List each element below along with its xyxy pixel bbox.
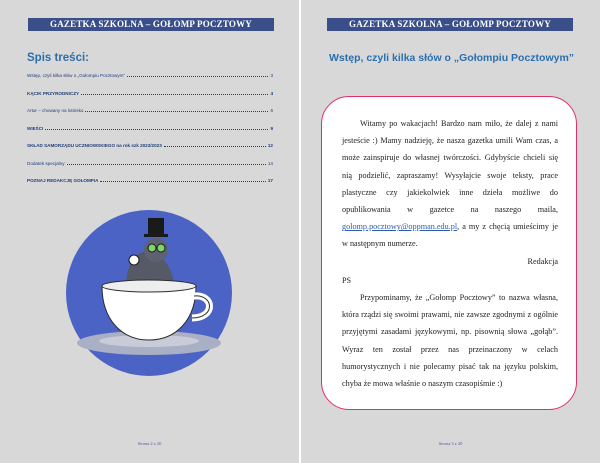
toc-leader-dots <box>67 161 266 165</box>
left-page <box>0 0 299 463</box>
toc-entry-title: Dodatek specjalny <box>27 160 65 166</box>
toc-title: Spis treści: <box>27 52 89 64</box>
page-header: GAZETKA SZKOLNA – GOŁOMP POCZTOWY <box>327 18 573 31</box>
toc-entry-title: POZNAJ REDAKCJĘ GOŁOMPIA <box>27 178 99 183</box>
toc-entry-title: Wstęp, czyli kilka słów o „Gołompiu Pocztowym” <box>27 73 126 78</box>
signature: Redakcja <box>527 256 558 266</box>
table-of-contents <box>27 73 273 196</box>
toc-entry[interactable] <box>27 161 273 166</box>
toc-entry[interactable] <box>27 73 273 78</box>
toc-entry[interactable] <box>27 126 273 131</box>
right-page <box>301 0 600 463</box>
pigeon-teacup-illustration <box>64 208 234 378</box>
toc-leader-dots <box>81 91 268 95</box>
toc-entry-page: 9 <box>270 125 273 131</box>
toc-leader-dots <box>127 73 268 77</box>
toc-entry-page: 6 <box>270 108 273 113</box>
page-header: GAZETKA SZKOLNA – GOŁOMP POCZTOWY <box>28 18 274 31</box>
toc-entry[interactable] <box>27 143 273 148</box>
toc-leader-dots <box>85 108 268 112</box>
toc-entry-title: Artur – chowany na lotnisku <box>27 108 84 113</box>
intro-text-end: , a my z chęcią umieścimy je w następnym numerze. <box>342 222 558 249</box>
article-title: Wstęp, czyli kilka słów o „Gołompiu Pocztowym” <box>329 52 575 64</box>
toc-entry-page: 14 <box>267 160 273 166</box>
toc-leader-dots <box>45 126 268 130</box>
page-footer: Strona 2 z 20 <box>137 441 162 446</box>
ps-paragraph: Przypominamy, że „Gołomp Pocztowy” to nazwa własna, która rządzi się swoimi prawami, nie zawsze zgodnymi z ogólnie przyjętymi zasadami językowymi, np. pisownią słowa „gołąb”. Wyraz ten został przez nas przeinaczony w celach humorystycznych i nie polecamy pisać tak na języku polskim, chyba że mowa właśnie o naszym czasopiśmie :) <box>342 293 558 389</box>
intro-paragraph <box>342 115 558 253</box>
intro-frame <box>321 96 577 410</box>
toc-entry[interactable] <box>27 108 273 113</box>
toc-entry-title: KĄCIK PRZYRODNICZY <box>27 90 80 96</box>
toc-entry-page: 3 <box>270 73 273 78</box>
toc-entry-title: WIEŚCI <box>27 125 44 131</box>
ps-label: PS <box>342 275 352 285</box>
toc-entry-page: 12 <box>267 143 273 148</box>
toc-entry-page: 4 <box>270 90 273 96</box>
page-footer: Strona 3 z 20 <box>438 441 463 446</box>
intro-text: Witamy po wakacjach! Bardzo nam miło, że dalej z nami jesteście :) Mamy nadzieję, że nasza gazetka umili Wam czas, a może zainspiruje do własnej twórczości. Gdybyście chcieli się nią podzielić, zapraszamy! Wysyłajcie swoje teksty, prace plastyczne czy jakiekolwiek inne dzieła możliwe do opublikowania w gazetce na naszego maila, <box>342 119 558 215</box>
toc-entry-title: SKŁAD SAMORZĄDU UCZNIOWSKIEGO na rok szk 2022/2023 <box>27 143 162 148</box>
email-link[interactable]: golomp.pocztowy@oppman.edu.pl <box>342 222 458 232</box>
mini-cup <box>129 255 139 265</box>
toc-leader-dots <box>164 143 266 147</box>
toc-entry[interactable] <box>27 178 273 183</box>
toc-entry[interactable] <box>27 91 273 96</box>
toc-leader-dots <box>100 178 265 182</box>
top-hat <box>148 218 164 236</box>
toc-entry-page: 17 <box>267 178 273 183</box>
